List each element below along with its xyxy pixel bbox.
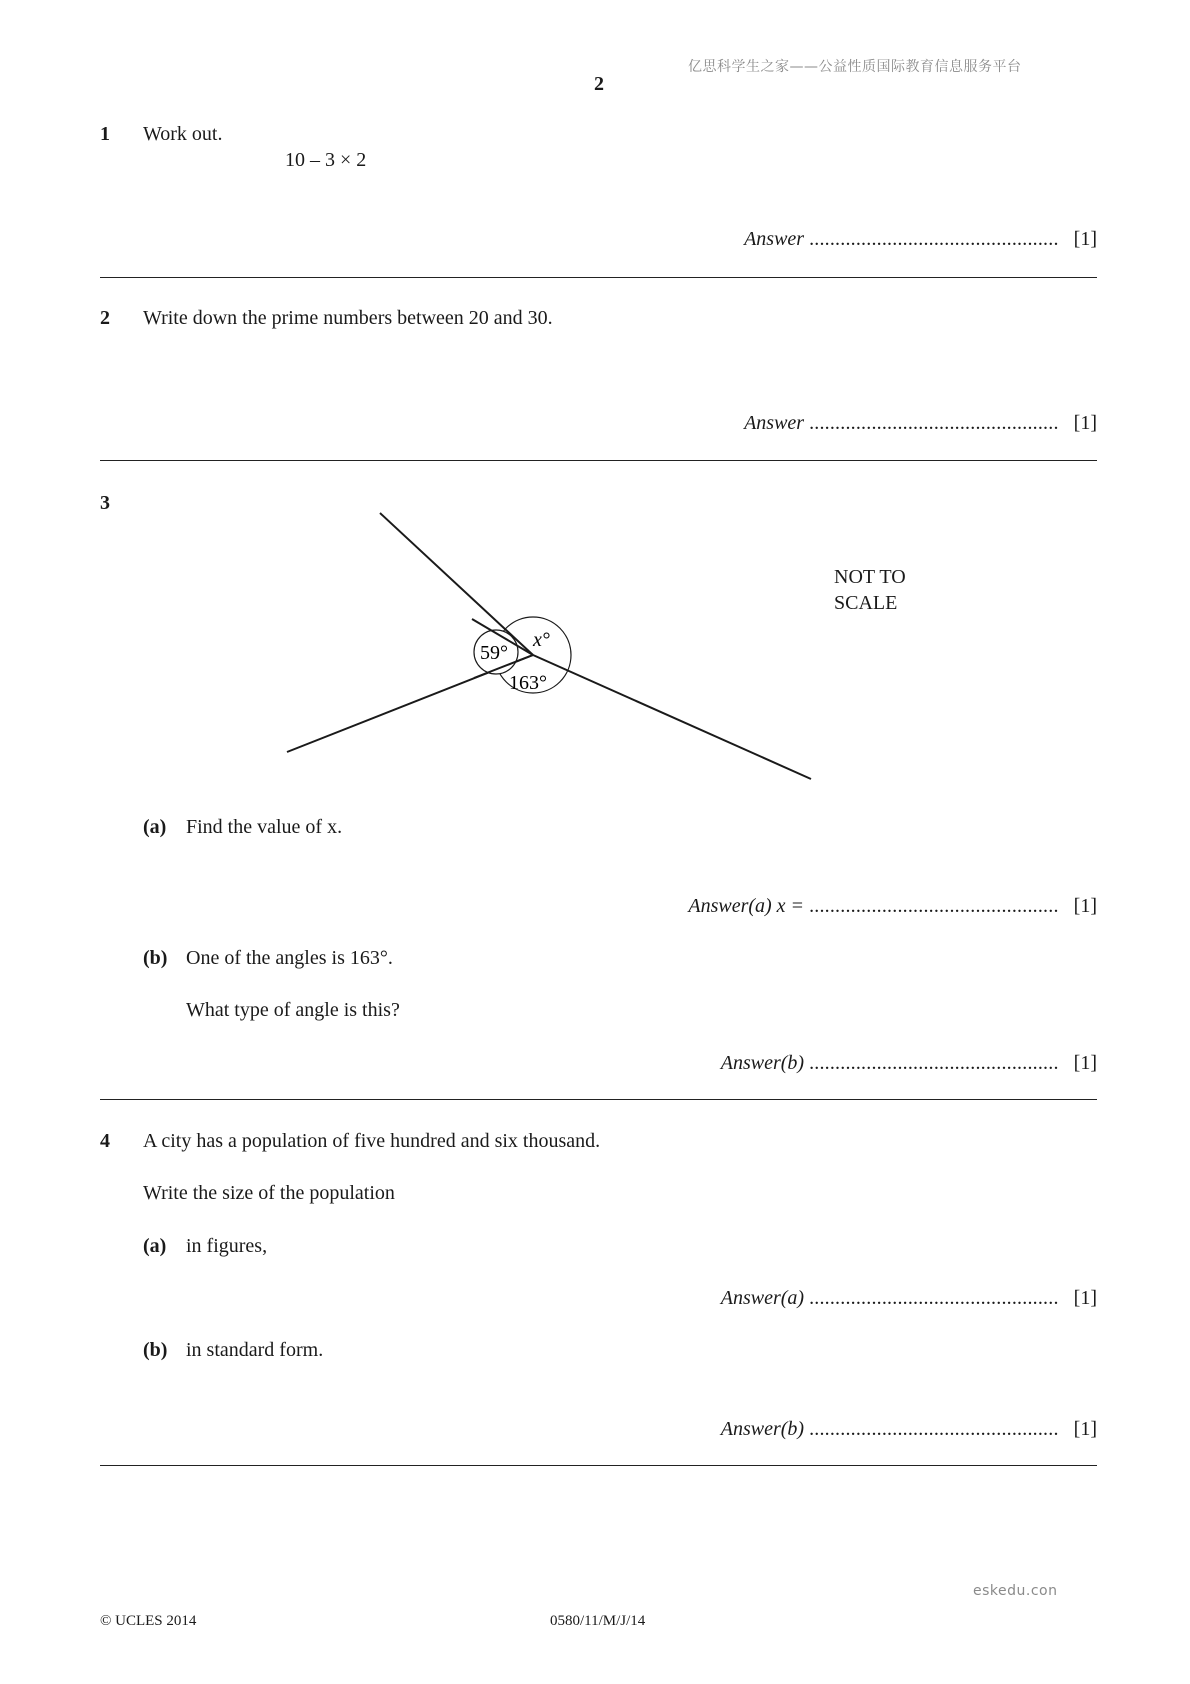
note-line: SCALE (834, 592, 898, 614)
marks: [1] (1073, 895, 1097, 917)
line-upper-left (380, 513, 533, 655)
divider (100, 1099, 1097, 1100)
question-text: Work out. (143, 123, 223, 145)
question-number: 1 (100, 123, 110, 145)
angle-label-59: 59° (480, 642, 508, 664)
answer-dots[interactable]: ................................................ (809, 895, 1059, 917)
part-label: (b) (143, 947, 168, 969)
part-text: One of the angles is 163°. (186, 947, 393, 969)
answer-label: Answer(b) (720, 1052, 805, 1074)
part-text: What type of angle is this? (186, 999, 400, 1021)
answer-label: Answer(a) x = (688, 895, 805, 917)
line-lower-right (533, 655, 811, 779)
header-watermark: 亿思科学生之家——公益性质国际教育信息服务平台 (688, 59, 1022, 75)
page-number: 2 (594, 73, 604, 95)
marks: [1] (1073, 1052, 1097, 1074)
part-label: (a) (143, 816, 167, 838)
answer-dots[interactable]: ................................................ (809, 1052, 1059, 1074)
question-number: 4 (100, 1130, 110, 1152)
angle-label-163: 163° (509, 672, 547, 694)
answer-label: Answer(b) (720, 1418, 805, 1440)
not-to-scale-note (834, 564, 906, 616)
marks: [1] (1073, 1418, 1097, 1440)
part-text: in standard form. (186, 1339, 324, 1361)
question-text: A city has a population of five hundred and six thousand. (143, 1130, 601, 1152)
answer-dots[interactable]: ................................................ (809, 228, 1059, 250)
part-text: Find the value of x. (186, 816, 343, 838)
expression: 10 – 3 × 2 (285, 149, 367, 171)
answer-dots[interactable]: ................................................ (809, 412, 1059, 434)
part-text: in figures, (186, 1235, 268, 1257)
answer-line (721, 1052, 1097, 1075)
answer-line (688, 895, 1097, 918)
part-label: (a) (143, 1235, 167, 1257)
answer-line (721, 1418, 1097, 1441)
question-number: 3 (100, 492, 110, 514)
part-label: (b) (143, 1339, 168, 1361)
note-line: NOT TO (834, 566, 906, 588)
answer-dots[interactable]: ................................................ (809, 1418, 1059, 1440)
answer-label: Answer(a) (720, 1287, 805, 1309)
angle-diagram (0, 0, 1190, 800)
copyright: © UCLES 2014 (100, 1613, 197, 1629)
marks: [1] (1073, 412, 1097, 434)
question-text: Write down the prime numbers between 20 and 30. (143, 307, 553, 329)
answer-dots[interactable]: ................................................ (809, 1287, 1059, 1309)
site-watermark: eskedu.con (973, 1583, 1058, 1599)
answer-label: Answer (744, 228, 805, 250)
question-text: Write the size of the population (143, 1182, 395, 1204)
question-number: 2 (100, 307, 110, 329)
marks: [1] (1073, 228, 1097, 250)
answer-line (721, 1287, 1097, 1310)
divider (100, 1465, 1097, 1466)
answer-label: Answer (744, 412, 805, 434)
paper-code: 0580/11/M/J/14 (550, 1613, 646, 1629)
angle-label-x: x° (533, 629, 550, 651)
marks: [1] (1073, 1287, 1097, 1309)
